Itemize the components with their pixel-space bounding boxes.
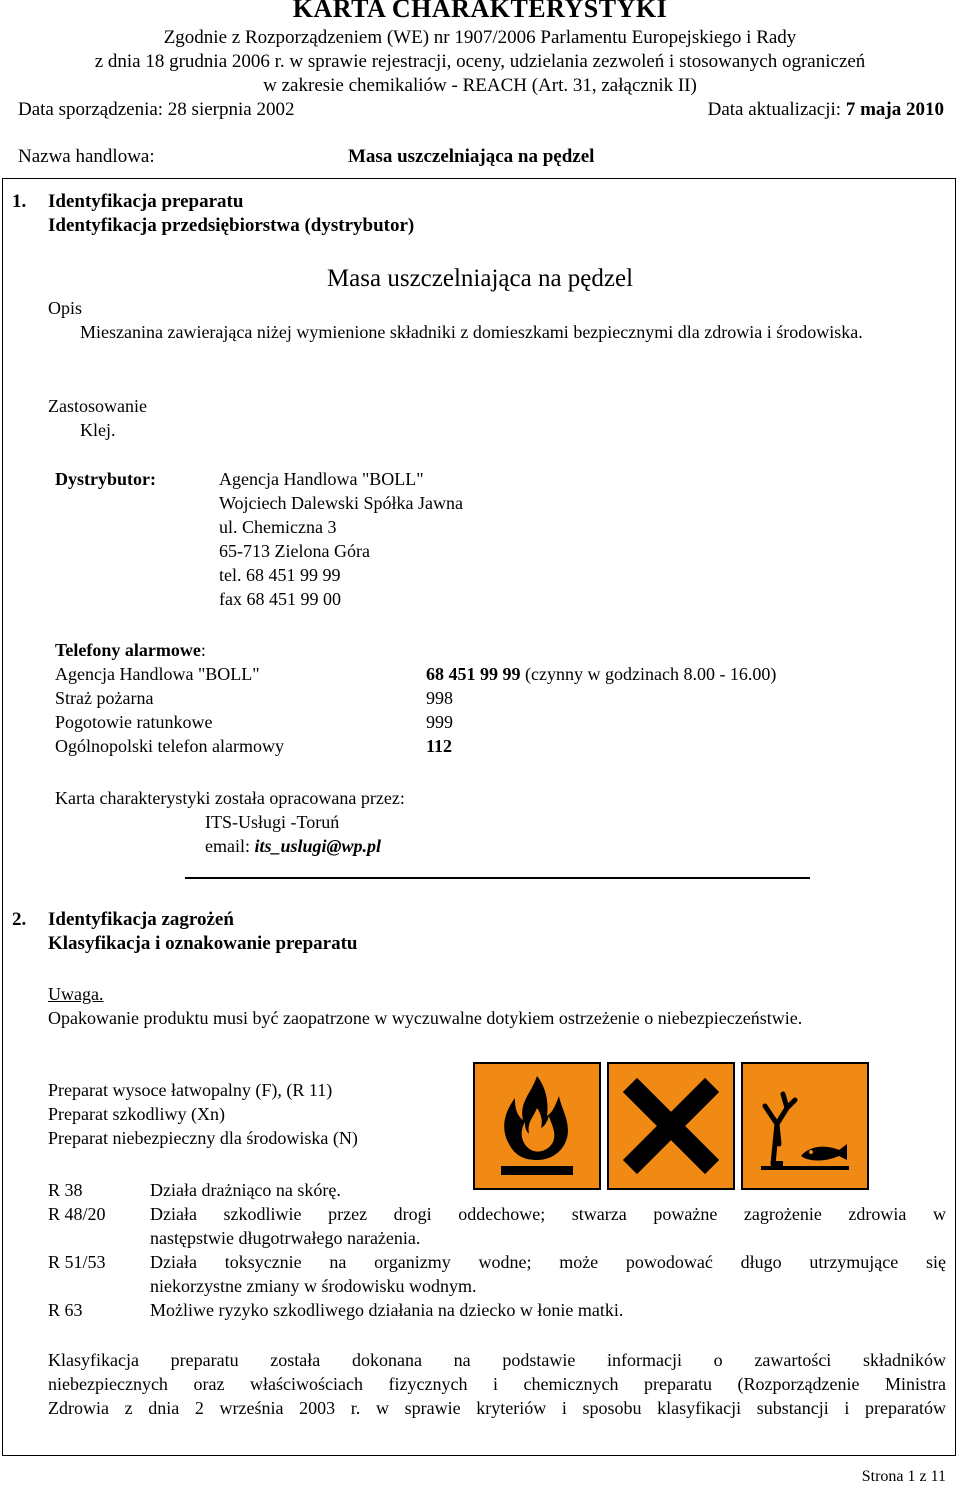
regulation-line-1: Zgodnie z Rozporządzeniem (WE) nr 1907/2006 Parlamentu Europejskiego i Rady — [163, 27, 797, 48]
classification-note — [48, 1348, 946, 1420]
section-2-heading: Identyfikacja zagrożeń — [48, 909, 234, 930]
prepared-by-name: ITS-Usługi -Toruń — [205, 812, 340, 832]
page-number: Strona 1 z 11 — [861, 1468, 946, 1485]
classification-note-line: niebezpiecznych oraz właściwościach fizycznych i chemicznych preparatu (Rozporządzenie Ministra — [48, 1374, 946, 1394]
distributor-line: Agencja Handlowa "BOLL" — [219, 469, 424, 489]
email-link[interactable]: its_uslugi@wp.pl — [254, 836, 382, 856]
alarm-phones-colon: : — [200, 640, 206, 660]
r-phrase-line: niekorzystne zmiany w środowisku wodnym. — [150, 1276, 477, 1296]
zastosowanie-text: Klej. — [80, 420, 116, 440]
alarm-row-number: 999 — [426, 712, 453, 732]
section-divider — [185, 877, 810, 879]
alarm-row-number: 68 451 99 99 — [426, 664, 521, 684]
alarm-row-note: (czynny w godzinach 8.00 - 16.00) — [520, 664, 777, 684]
r-phrase-code: R 51/53 — [48, 1252, 106, 1272]
r-phrase-text — [150, 1250, 946, 1298]
r-phrase-text — [150, 1298, 946, 1322]
classification-note-line: Zdrowia z dnia 2 września 2003 r. w sprawie kryteriów i sposobu klasyfikacji substancji i preparatów — [48, 1398, 946, 1418]
distributor-label: Dystrybutor: — [55, 469, 156, 489]
section-2-number: 2. — [12, 909, 27, 930]
alarm-row-name: Straż pożarna — [55, 688, 154, 708]
classification-item: Preparat niebezpieczny dla środowiska (N) — [48, 1128, 358, 1148]
r-phrase-line: Działa szkodliwie przez drogi oddechowe; stwarza poważne zagrożenie zdrowia w — [150, 1204, 946, 1224]
section-1-subheading: Identyfikacja przedsiębiorstwa (dystrybutor) — [48, 215, 415, 236]
zastosowanie-label: Zastosowanie — [48, 396, 147, 416]
alarm-row-number: 112 — [426, 736, 453, 756]
updated-date-label: Data aktualizacji: — [707, 99, 842, 120]
note-label: Uwaga. — [48, 984, 104, 1004]
r-phrase-text — [150, 1178, 946, 1202]
environment-hazard-icon — [741, 1062, 869, 1190]
distributor-line: tel. 68 451 99 99 — [219, 565, 341, 585]
regulation-line-3: w zakresie chemikaliów - REACH (Art. 31, załącznik II) — [263, 75, 697, 96]
distributor-line: 65-713 Zielona Góra — [219, 541, 370, 561]
r-phrase-code: R 48/20 — [48, 1204, 106, 1224]
distributor-line: fax 68 451 99 00 — [219, 589, 341, 609]
alarm-phones-label — [55, 638, 206, 662]
trade-name-label: Nazwa handlowa: — [18, 146, 155, 167]
product-title: Masa uszczelniająca na pędzel — [326, 265, 634, 292]
created-date: Data sporządzenia: 28 sierpnia 2002 — [18, 99, 295, 120]
alarm-row-number: 998 — [426, 688, 453, 708]
trade-name-value: Masa uszczelniająca na pędzel — [348, 146, 595, 167]
email-label: email: — [205, 836, 255, 856]
r-phrase-line: następstwie długotrwałego narażenia. — [150, 1228, 421, 1248]
opis-label: Opis — [48, 298, 83, 318]
classification-list — [48, 1078, 358, 1150]
alarm-row-value — [426, 662, 776, 686]
distributor-line: ul. Chemiczna 3 — [219, 517, 337, 537]
alarm-row-name: Ogólnopolski telefon alarmowy — [55, 736, 284, 756]
r-phrase-text — [150, 1202, 946, 1250]
section-1-number: 1. — [12, 191, 27, 212]
prepared-by-label: Karta charakterystyki została opracowana przez: — [55, 788, 405, 808]
r-phrase-line: Możliwe ryzyko szkodliwego działania na dziecko w łonie matki. — [150, 1300, 624, 1320]
regulation-line-2: z dnia 18 grudnia 2006 r. w sprawie rejestracji, oceny, udzielania zezwoleń i stosowanych ograniczeń — [94, 51, 866, 72]
alarm-row-name: Pogotowie ratunkowe — [55, 712, 213, 732]
r-phrase-line: Działa toksycznie na organizmy wodne; może powodować długo utrzymujące się — [150, 1252, 946, 1272]
harmful-cross-icon — [607, 1062, 735, 1190]
note-text: Opakowanie produktu musi być zaopatrzone w wyczuwalne dotykiem ostrzeżenie o niebezpieczeństwie. — [48, 1008, 803, 1028]
r-phrase-code: R 38 — [48, 1180, 83, 1200]
classification-item: Preparat szkodliwy (Xn) — [48, 1104, 225, 1124]
r-phrase-code: R 63 — [48, 1300, 83, 1320]
updated-date — [708, 98, 944, 122]
alarm-phones-label-bold: Telefony alarmowe — [55, 640, 201, 660]
section-1-heading: Identyfikacja preparatu — [48, 191, 244, 212]
distributor-line: Wojciech Dalewski Spółka Jawna — [219, 493, 463, 513]
section-2-subheading: Klasyfikacja i oznakowanie preparatu — [48, 933, 358, 954]
classification-note-line: Klasyfikacja preparatu została dokonana na podstawie informacji o zawartości składników — [48, 1350, 946, 1370]
flammable-icon — [473, 1062, 601, 1190]
distributor-address — [219, 467, 463, 611]
r-phrase-line: Działa drażniąco na skórę. — [150, 1180, 341, 1200]
classification-item: Preparat wysoce łatwopalny (F), (R 11) — [48, 1080, 333, 1100]
opis-text: Mieszanina zawierająca niżej wymienione składniki z domieszkami bezpiecznymi dla zdrowia i środowiska. — [80, 322, 863, 342]
document-title: KARTA CHARAKTERYSTYKI — [292, 0, 668, 23]
alarm-row-name: Agencja Handlowa "BOLL" — [55, 664, 260, 684]
prepared-by-email — [205, 834, 381, 858]
updated-date-value: 7 maja 2010 — [845, 99, 944, 120]
